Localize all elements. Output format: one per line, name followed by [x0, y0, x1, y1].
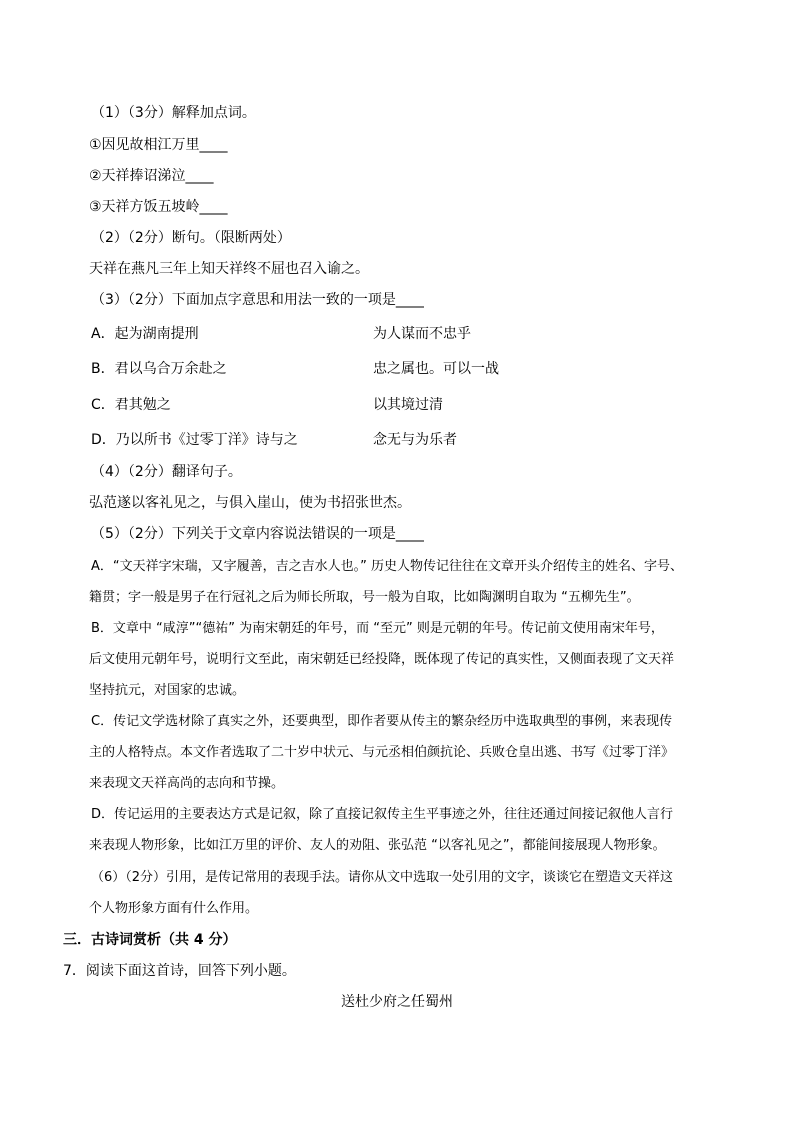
q6-sub5-option-d-line-2: 来表现人物形象，比如江万里的评价、友人的劝阻、张弘范 “以客礼见之”，都能间接展现人物形象。 [89, 838, 666, 853]
q6-sub5-option-c-line-3: 来表现文天祥高尚的志向和节操。 [89, 776, 285, 791]
q6-sub5-option-a-line-1: A．“文天祥字宋瑞，又字履善，吉之吉水人也。” 历史人物传记往往在文章开头介绍传主的姓名、字号、 [91, 559, 683, 574]
q6-sub5-prompt: （5）（2分）下列关于文章内容说法错误的一项是____ [91, 526, 424, 542]
q6-sub1-item-1: ①因见故相江万里____ [89, 137, 228, 153]
q6-sub4-prompt: （4）（2分）翻译句子。 [91, 464, 242, 480]
q6-sub1-prompt: （1）（3分）解释加点词。 [91, 105, 256, 121]
q6-sub3-option-b-right: 忠之属也。可以一战 [373, 361, 499, 377]
q6-sub1-item-3: ③天祥方饭五坡岭____ [89, 199, 228, 215]
poem-title: 送杜少府之任蜀州 [341, 994, 453, 1010]
q6-sub3-option-a-left: A．起为湖南提刑 [91, 326, 199, 342]
q6-sub3-option-b-left: B．君以乌合万余赴之 [91, 361, 227, 377]
q6-sub3-prompt: （3）（2分）下面加点字意思和用法一致的一项是____ [91, 292, 424, 308]
q6-sub6-line-1: （6）（2分）引用，是传记常用的表现手法。请你从文中选取一处引用的文字，谈谈它在塑造文天祥这 [91, 870, 674, 885]
q6-sub2-prompt: （2）（2分）断句。（限断两处） [91, 230, 291, 246]
q6-sub5-option-d-line-1: D．传记运用的主要表达方式是记叙，除了直接记叙传主生平事迹之外，往往还通过间接记叙他人言行 [91, 807, 674, 822]
q6-sub5-option-c-line-2: 主的人格特点。本文作者选取了二十岁中状元、与元丞相伯颜抗论、兵败仓皇出逃、书写《过零丁洋》 [89, 745, 675, 760]
q6-sub5-option-b-line-1: B．文章中 “咸淳”“德祐” 为南宋朝廷的年号，而 “至元” 则是元朝的年号。传记前文使用南宋年号， [91, 621, 664, 636]
q6-sub1-item-2: ②天祥捧诏涕泣____ [89, 168, 214, 184]
q6-sub5-option-b-line-2: 后文使用元朝年号，说明行文至此，南宋朝廷已经投降，既体现了传记的真实性，又侧面表现了文天祥 [89, 652, 675, 667]
q6-sub5-option-a-line-2: 籍贯；字一般是男子在行冠礼之后为师长所取，号一般为自取，比如陶渊明自取为 “五柳先生”。 [89, 590, 640, 605]
q6-sub3-option-c-left: C．君其勉之 [91, 397, 171, 413]
q6-sub3-option-c-right: 以其境过清 [373, 397, 443, 413]
q6-sub3-option-a-right: 为人谋而不忠乎 [373, 326, 471, 342]
q6-sub2-text: 天祥在燕凡三年上知天祥终不屈也召入谕之。 [89, 261, 369, 277]
section-3-heading: 三．古诗词赏析（共 4 分） [63, 932, 237, 948]
q6-sub3-option-d-right: 念无与为乐者 [373, 432, 457, 448]
q6-sub4-text: 弘范遂以客礼见之，与俱入崖山，使为书招张世杰。 [89, 495, 411, 511]
q6-sub3-option-d-left: D．乃以所书《过零丁洋》诗与之 [91, 432, 298, 448]
q6-sub5-option-c-line-1: C．传记文学选材除了真实之外，还要典型，即作者要从传主的繁杂经历中选取典型的事例，来表现传 [91, 714, 673, 729]
q7-prompt: 7．阅读下面这首诗，回答下列小题。 [63, 963, 296, 979]
q6-sub6-line-2: 个人物形象方面有什么作用。 [89, 901, 259, 916]
q6-sub5-option-b-line-3: 坚持抗元，对国家的忠诚。 [89, 683, 246, 698]
